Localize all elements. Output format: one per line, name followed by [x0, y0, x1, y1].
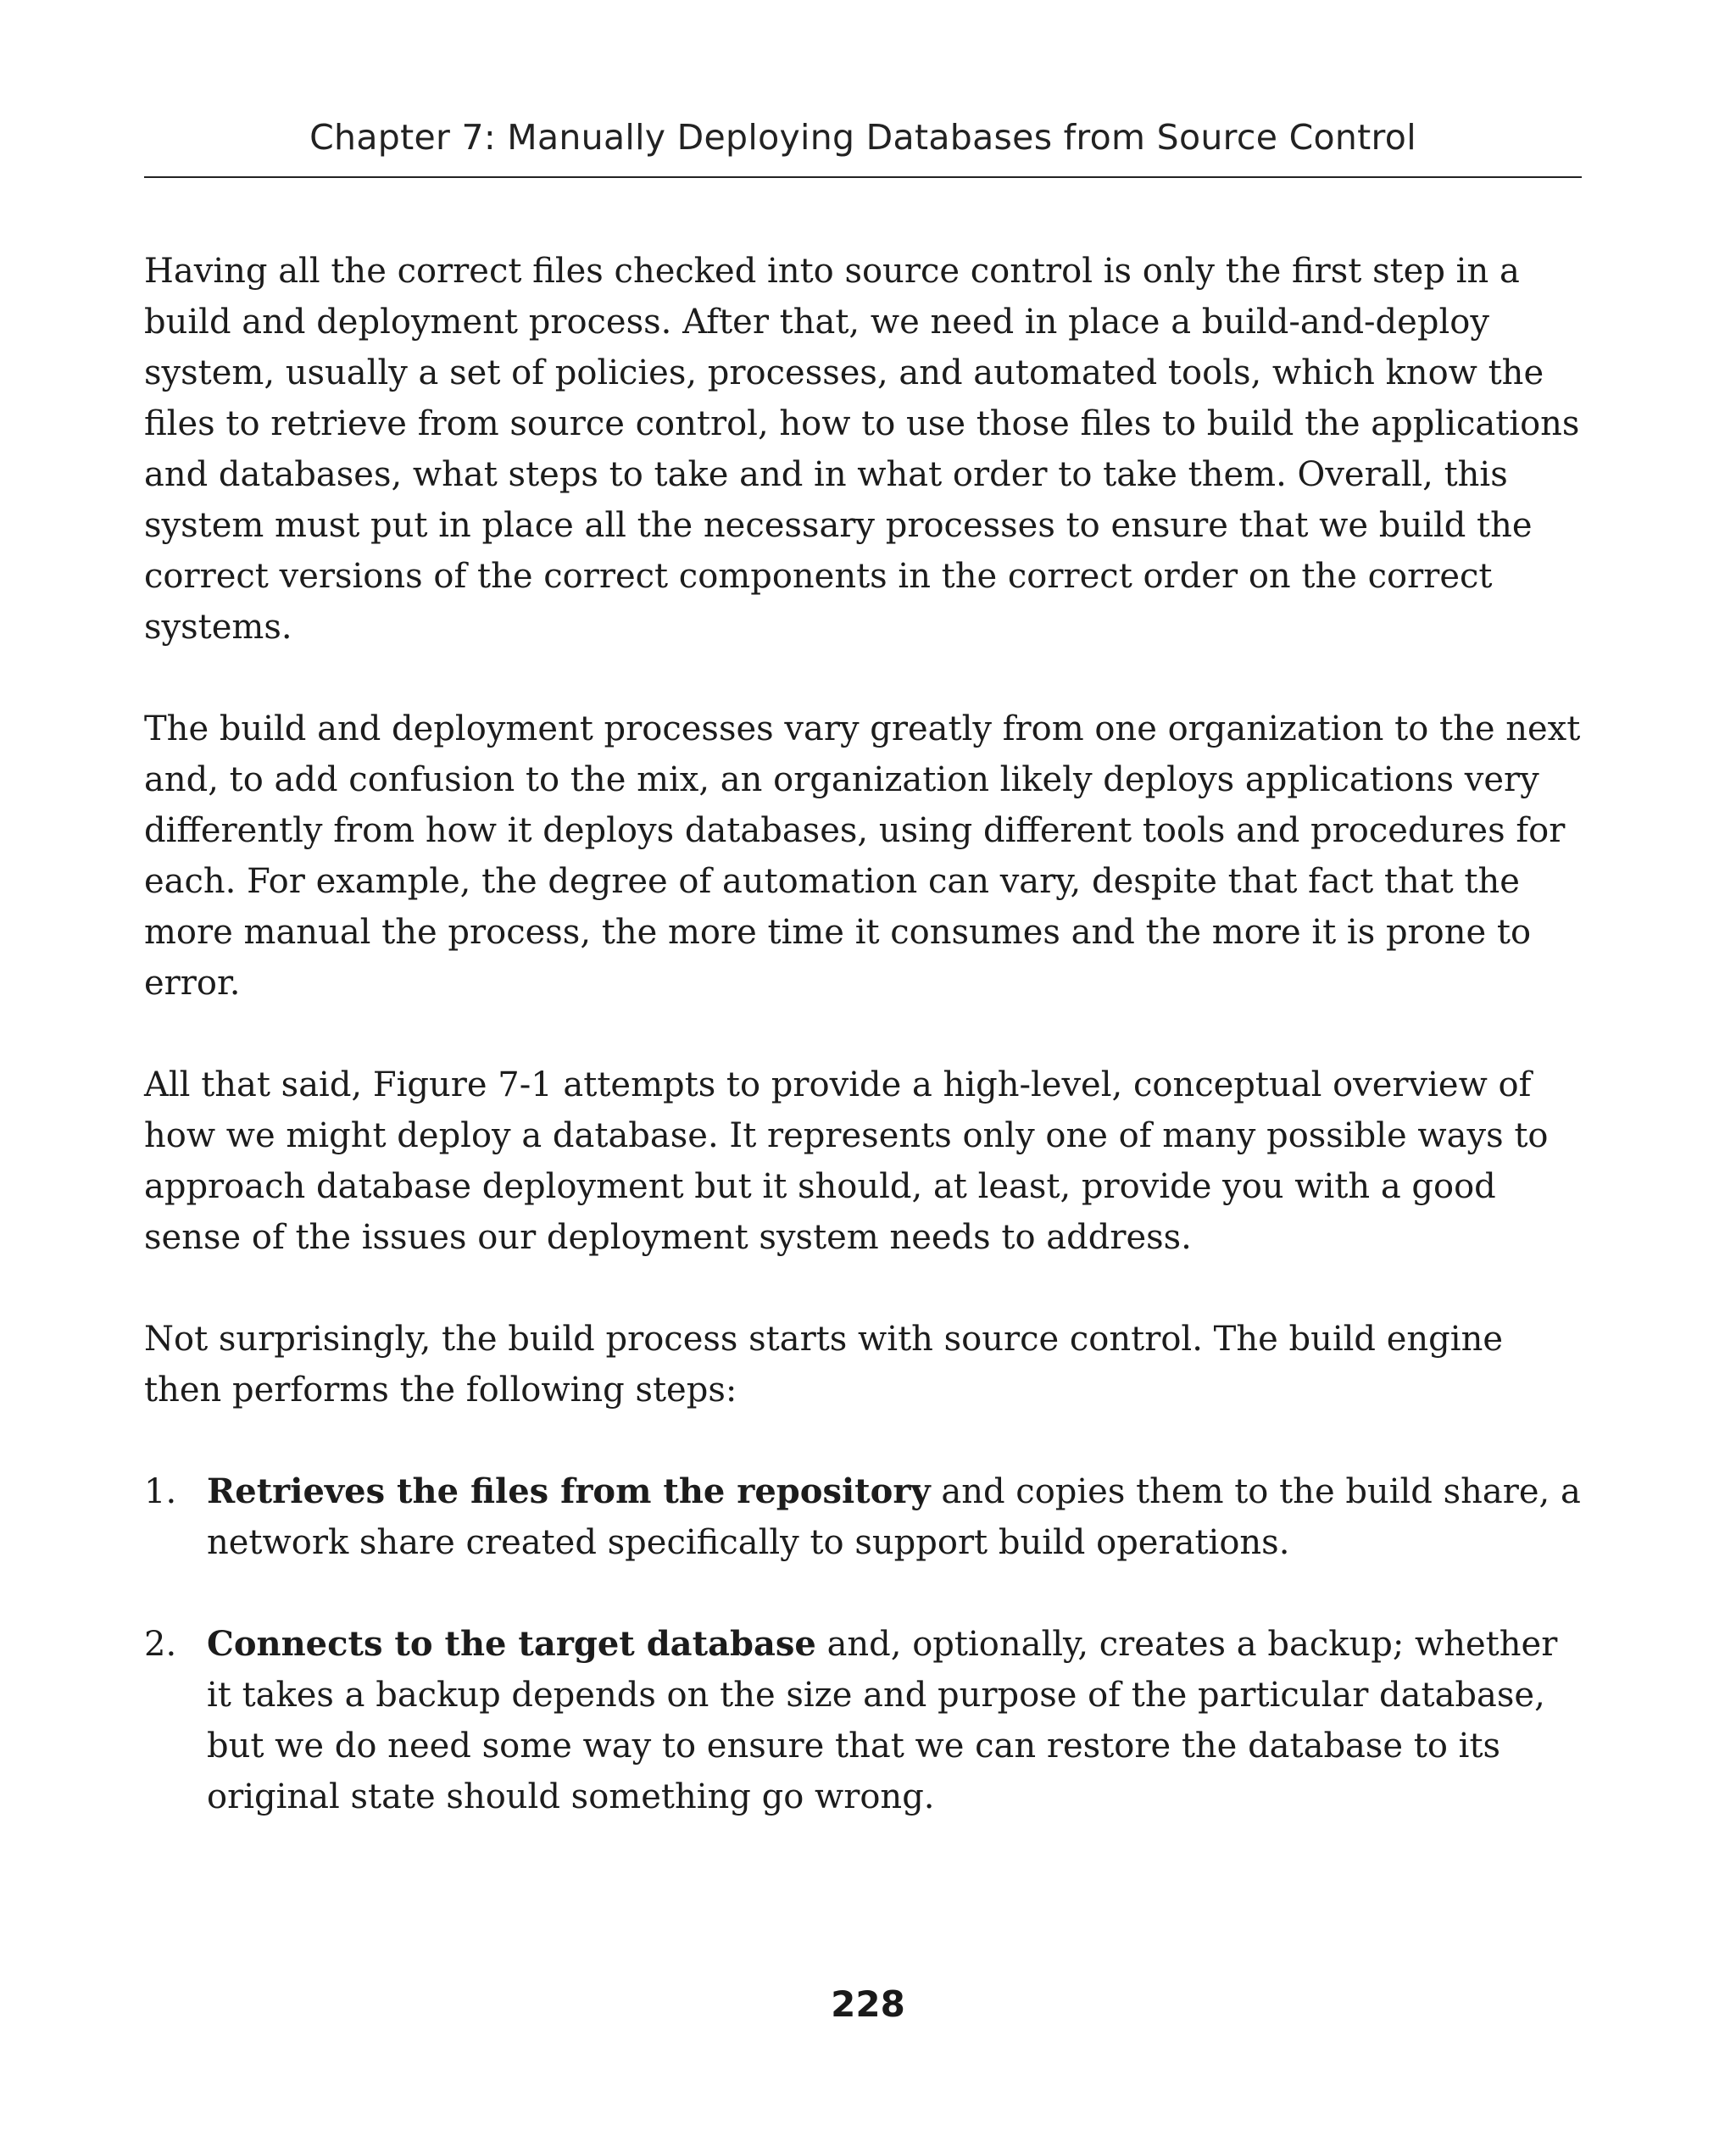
steps-list	[144, 1466, 1585, 1822]
paragraph-2: The build and deployment processes vary greatly from one organization to the next and, to add confusion to the mix, an organization likely deploys applications very differently from how it deploys databases, using different tools and procedures for each. For example, the degree of automation can vary, despite that fact that the more manual the process, the more time it consumes and the more it is prone to error.	[144, 709, 1581, 1003]
list-item-body	[207, 1466, 1585, 1568]
list-item-lead: Connects to the target database	[207, 1624, 816, 1664]
list-item-text: and, optionally, creates a backup; whether it takes a backup depends on the size and purpose of the particular database, but we do need some way to ensure that we can restore the database to its original state should something go wrong.	[207, 1625, 1558, 1816]
list-item-number: 2.	[144, 1625, 177, 1664]
list-item	[144, 1619, 1585, 1822]
header-divider	[144, 176, 1582, 178]
list-item	[144, 1466, 1585, 1568]
list-item-text: and copies them to the build share, a network share created specifically to support build operations.	[207, 1472, 1581, 1562]
paragraph-4: Not surprisingly, the build process starts with source control. The build engine then performs the following steps:	[144, 1320, 1504, 1410]
paragraph-1: Having all the correct files checked into source control is only the first step in a build and deployment process. After that, we need in place a build-and-deploy system, usually a set of policies, processes, and automated tools, which know the files to retrieve from source control, how to use those files to build the applications and databases, what steps to take and in what order to take them. Overall, this system must put in place all the necessary processes to ensure that we build the correct versions of the correct components in the correct order on the correct systems.	[144, 252, 1580, 647]
list-item-lead: Retrieves the files from the repository	[207, 1471, 931, 1511]
page-number: 228	[831, 1983, 905, 2025]
list-item-number: 1.	[144, 1472, 177, 1511]
list-item-body	[207, 1619, 1585, 1822]
paragraph-3: All that said, Figure 7-1 attempts to provide a high-level, conceptual overview of how we might deploy a database. It represents only one of many possible ways to approach database deployment but it should, at least, provide you with a good sense of the issues our deployment system needs to address.	[144, 1065, 1549, 1257]
running-header: Chapter 7: Manually Deploying Databases from Source Control	[309, 117, 1416, 158]
page-body	[144, 246, 1585, 1873]
